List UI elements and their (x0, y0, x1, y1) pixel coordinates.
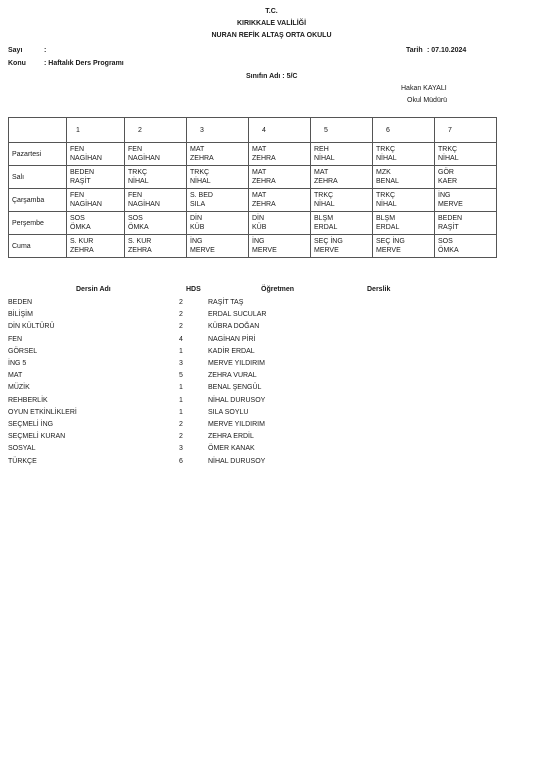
lesson-cell (435, 235, 497, 258)
lesson-teacher: NİHAL (128, 178, 149, 185)
lesson-subject: MAT (252, 169, 267, 176)
lesson-cell (67, 212, 125, 235)
sayi-colon: : (44, 47, 47, 54)
lesson-teacher: KAER (438, 178, 458, 185)
subject-teacher: SILA SOYLU (208, 409, 249, 416)
principal-title: Okul Müdürü (407, 97, 448, 104)
lesson-subject: SOS (438, 238, 453, 245)
lesson-subject: İNG (438, 192, 451, 199)
subject-name: DİN KÜLTÜRÜ (8, 323, 55, 330)
lesson-cell (435, 166, 497, 189)
lesson-teacher: NİHAL (190, 178, 211, 185)
principal-name: Hakan KAYALI (401, 85, 447, 92)
subject-hds: 5 (179, 372, 183, 379)
subject-row (0, 299, 543, 311)
subject-name: SEÇMELİ KURAN (8, 433, 66, 440)
lesson-subject: FEN (70, 146, 84, 153)
lesson-subject: SEÇ İNG (314, 238, 343, 245)
lesson-subject: SOS (70, 215, 85, 222)
lesson-teacher: NİHAL (314, 201, 335, 208)
lesson-cell (67, 166, 125, 189)
lesson-teacher: ZEHRA (70, 247, 94, 254)
lesson-cell (187, 166, 249, 189)
subject-hds: 6 (179, 458, 183, 465)
subject-name: BEDEN (8, 299, 33, 306)
subject-hds: 2 (179, 311, 183, 318)
lesson-cell (67, 235, 125, 258)
lesson-teacher: NİHAL (314, 155, 335, 162)
period-header: 7 (435, 118, 497, 143)
lesson-cell (249, 235, 311, 258)
lesson-subject: MAT (190, 146, 205, 153)
subject-name: FEN (8, 336, 22, 343)
lesson-subject: S. KUR (70, 238, 94, 245)
lesson-subject: S. BED (190, 192, 213, 199)
lesson-teacher: RAŞİT (70, 178, 91, 185)
lesson-subject: TRKÇ (128, 169, 148, 176)
lesson-cell (435, 212, 497, 235)
lesson-cell (311, 166, 373, 189)
lesson-subject: DİN (252, 215, 265, 222)
lesson-cell (373, 189, 435, 212)
lesson-teacher: NAGİHAN (128, 155, 160, 162)
subject-hds: 1 (179, 397, 183, 404)
subject-teacher: ERDAL SUCULAR (208, 311, 267, 318)
day-label: Perşembe (9, 212, 67, 235)
subject-name: TÜRKÇE (8, 458, 37, 465)
lesson-subject: SOS (128, 215, 143, 222)
lesson-subject: BEDEN (438, 215, 463, 222)
lesson-teacher: ZEHRA (252, 155, 276, 162)
period-header: 5 (311, 118, 373, 143)
lesson-teacher: NAGİHAN (70, 155, 102, 162)
lesson-teacher: MERVE (438, 201, 463, 208)
lesson-cell (249, 212, 311, 235)
lesson-teacher: ZEHRA (190, 155, 214, 162)
lesson-teacher: MERVE (252, 247, 277, 254)
lesson-subject: TRKÇ (376, 192, 396, 199)
lesson-subject: BLŞM (376, 215, 396, 222)
lesson-cell (249, 189, 311, 212)
col-header-room: Derslik (367, 286, 391, 293)
class-name: Sınıfın Adı : 5/C (246, 73, 298, 80)
lesson-cell (125, 143, 187, 166)
day-label: Cuma (9, 235, 67, 258)
lesson-subject: FEN (128, 146, 142, 153)
subject-teacher: ZEHRA ERDİL (208, 433, 254, 440)
lesson-cell (373, 235, 435, 258)
lesson-teacher: ERDAL (376, 224, 400, 231)
lesson-cell (187, 143, 249, 166)
lesson-cell (311, 235, 373, 258)
subject-hds: 2 (179, 323, 183, 330)
lesson-cell (373, 143, 435, 166)
lesson-teacher: SILA (190, 201, 206, 208)
schedule-row (9, 235, 497, 258)
subject-row (0, 360, 543, 372)
tarih-label: Tarih (406, 47, 423, 54)
subject-row (0, 433, 543, 445)
lesson-subject: FEN (70, 192, 84, 199)
konu-label: Konu (8, 60, 26, 67)
lesson-subject: BLŞM (314, 215, 334, 222)
header-governorship: KIRIKKALE VALİLİĞİ (236, 20, 307, 27)
lesson-teacher: ÖMKA (438, 247, 459, 254)
subject-name: GÖRSEL (8, 348, 38, 355)
subject-row (0, 445, 543, 457)
lesson-cell (311, 212, 373, 235)
lesson-teacher: KÜB (190, 224, 205, 231)
lesson-subject: SEÇ İNG (376, 238, 405, 245)
schedule-row (9, 212, 497, 235)
subject-hds: 2 (179, 299, 183, 306)
lesson-subject: MAT (252, 192, 267, 199)
subject-row (0, 397, 543, 409)
subject-row (0, 421, 543, 433)
subject-row (0, 458, 543, 470)
lesson-subject: REH (314, 146, 329, 153)
subject-hds: 1 (179, 409, 183, 416)
period-header: 4 (249, 118, 311, 143)
subject-name: MÜZİK (8, 384, 30, 391)
lesson-cell (311, 189, 373, 212)
lesson-teacher: NİHAL (438, 155, 459, 162)
subject-name: SEÇMELİ İNG (8, 421, 54, 428)
subject-name: İNG 5 (8, 360, 27, 367)
period-header: 6 (373, 118, 435, 143)
subject-teacher: KÜBRA DOĞAN (208, 323, 260, 330)
subject-teacher: NİHAL DURUSOY (208, 458, 266, 465)
lesson-teacher: NAGİHAN (128, 201, 160, 208)
sayi-label: Sayı (8, 47, 23, 54)
lesson-cell (373, 212, 435, 235)
col-header-subject: Dersin Adı (76, 286, 111, 293)
subject-hds: 2 (179, 421, 183, 428)
lesson-cell (187, 235, 249, 258)
period-header: 3 (187, 118, 249, 143)
subject-name: MAT (8, 372, 23, 379)
lesson-cell (435, 189, 497, 212)
lesson-cell (249, 143, 311, 166)
period-header: 1 (67, 118, 125, 143)
lesson-subject: İNG (252, 238, 265, 245)
lesson-cell (311, 143, 373, 166)
schedule-header-row (9, 118, 497, 143)
subject-teacher: ZEHRA VURAL (208, 372, 257, 379)
schedule-row (9, 143, 497, 166)
subject-hds: 3 (179, 445, 183, 452)
lesson-teacher: MERVE (190, 247, 215, 254)
lesson-teacher: RAŞİT (438, 224, 459, 231)
subject-row (0, 336, 543, 348)
subject-teacher: RAŞİT TAŞ (208, 299, 244, 306)
lesson-subject: S. KUR (128, 238, 152, 245)
lesson-subject: TRKÇ (438, 146, 458, 153)
lesson-cell (67, 143, 125, 166)
lesson-subject: TRKÇ (314, 192, 334, 199)
lesson-teacher: NİHAL (376, 201, 397, 208)
lesson-teacher: ZEHRA (128, 247, 152, 254)
lesson-cell (435, 143, 497, 166)
subject-row (0, 323, 543, 335)
lesson-teacher: BENAL (376, 178, 399, 185)
subject-row (0, 384, 543, 396)
subject-name: BİLİŞİM (8, 311, 33, 318)
header-school: NURAN REFİK ALTAŞ ORTA OKULU (211, 32, 332, 39)
lesson-teacher: KÜB (252, 224, 267, 231)
subject-teacher: ÖMER KANAK (208, 445, 255, 452)
lesson-teacher: ZEHRA (314, 178, 338, 185)
subject-row (0, 409, 543, 421)
day-label: Pazartesi (9, 143, 67, 166)
corner-cell (9, 118, 67, 143)
lesson-cell (67, 189, 125, 212)
lesson-subject: MAT (314, 169, 329, 176)
lesson-teacher: MERVE (376, 247, 401, 254)
konu-value: : Haftalık Ders Programı (44, 60, 124, 67)
col-header-hds: HDS (186, 286, 201, 293)
subject-teacher: NİHAL DURUSOY (208, 397, 266, 404)
subject-name: OYUN ETKİNLİKLERİ (8, 409, 77, 416)
lesson-subject: DİN (190, 215, 203, 222)
subject-row (0, 348, 543, 360)
subject-hds: 2 (179, 433, 183, 440)
lesson-teacher: NİHAL (376, 155, 397, 162)
subject-name: SOSYAL (8, 445, 36, 452)
weekly-schedule-table (8, 117, 497, 258)
subject-hds: 1 (179, 384, 183, 391)
lesson-teacher: ÖMKA (70, 224, 91, 231)
subject-teacher: NAGİHAN PİRİ (208, 336, 256, 343)
lesson-teacher: MERVE (314, 247, 339, 254)
lesson-cell (125, 166, 187, 189)
day-label: Çarşamba (9, 189, 67, 212)
subject-hds: 3 (179, 360, 183, 367)
lesson-cell (187, 189, 249, 212)
subject-row (0, 311, 543, 323)
lesson-teacher: ZEHRA (252, 178, 276, 185)
subject-teacher: MERVE YILDIRIM (208, 421, 265, 428)
lesson-subject: MAT (252, 146, 267, 153)
schedule-row (9, 189, 497, 212)
period-header: 2 (125, 118, 187, 143)
day-label: Salı (9, 166, 67, 189)
lesson-subject: GÖR (438, 169, 454, 176)
lesson-cell (125, 235, 187, 258)
lesson-teacher: NAGİHAN (70, 201, 102, 208)
header-country: T.C. (265, 8, 278, 15)
subject-teacher: MERVE YILDIRIM (208, 360, 265, 367)
lesson-subject: TRKÇ (190, 169, 210, 176)
subject-hds: 4 (179, 336, 183, 343)
lesson-teacher: ÖMKA (128, 224, 149, 231)
subject-hds: 1 (179, 348, 183, 355)
lesson-subject: FEN (128, 192, 142, 199)
subject-teacher: KADİR ERDAL (208, 348, 255, 355)
col-header-teacher: Öğretmen (261, 286, 295, 293)
schedule-row (9, 166, 497, 189)
lesson-cell (187, 212, 249, 235)
lesson-cell (249, 166, 311, 189)
subject-teacher: BENAL ŞENGÜL (208, 384, 262, 391)
lesson-teacher: ERDAL (314, 224, 338, 231)
lesson-subject: TRKÇ (376, 146, 396, 153)
subject-name: REHBERLİK (8, 397, 48, 404)
lesson-cell (125, 189, 187, 212)
lesson-subject: MZK (376, 169, 391, 176)
lesson-cell (125, 212, 187, 235)
tarih-value: : 07.10.2024 (427, 47, 467, 54)
lesson-subject: BEDEN (70, 169, 95, 176)
lesson-teacher: ZEHRA (252, 201, 276, 208)
lesson-cell (373, 166, 435, 189)
subject-row (0, 372, 543, 384)
lesson-subject: İNG (190, 238, 203, 245)
